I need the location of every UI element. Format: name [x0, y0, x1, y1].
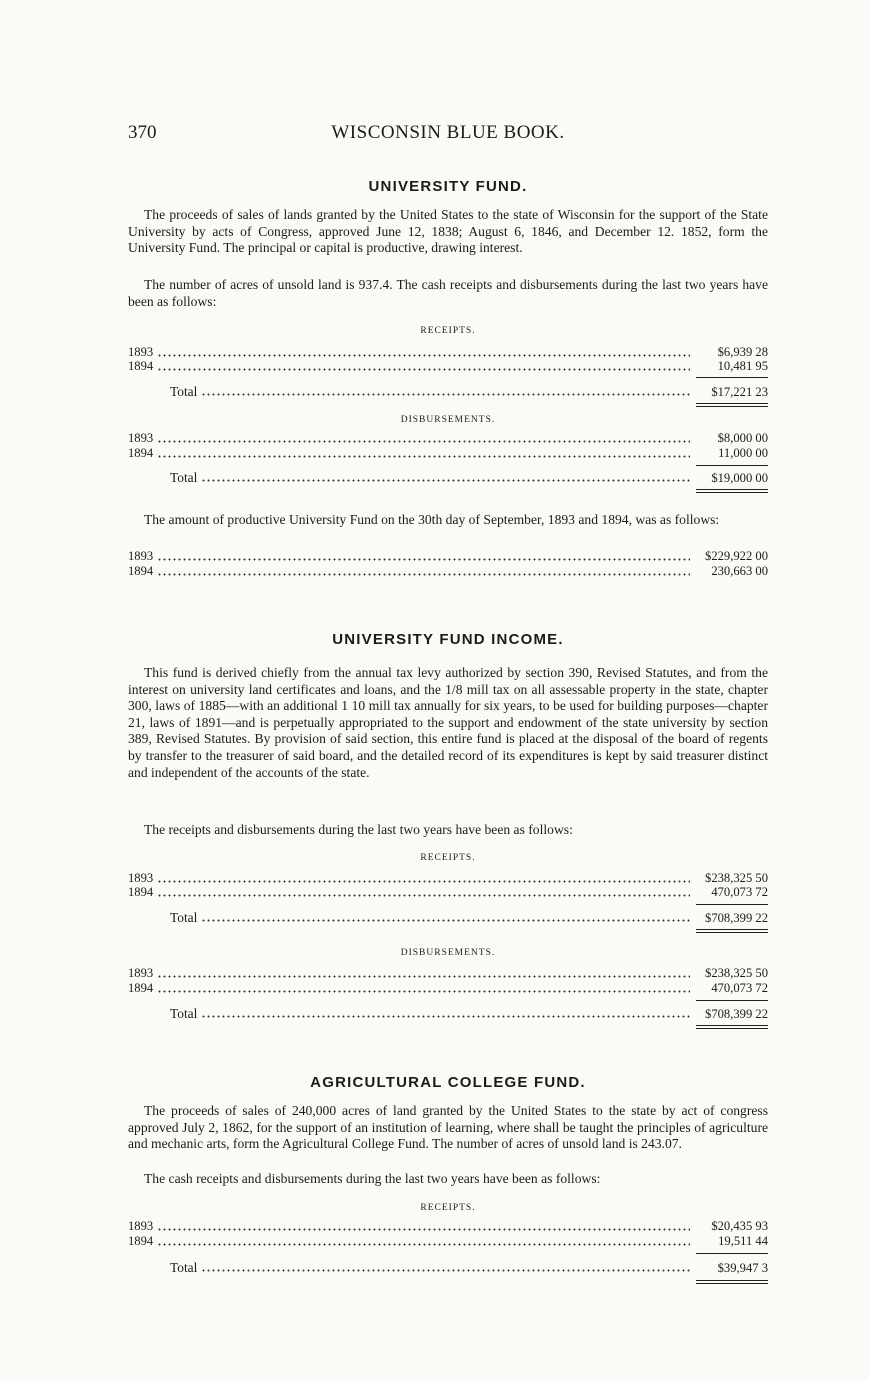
university-fund-para3: The amount of productive University Fund on the 30th day of September, 1893 and 1894, was as follows:	[144, 512, 720, 527]
double-rule	[696, 403, 768, 404]
rule	[696, 465, 768, 466]
acf-para2: The cash receipts and disbursements during the last two years have been as follows:	[144, 1171, 601, 1186]
double-rule	[696, 489, 768, 490]
uf-disbursement-row-1894: 1894 11,000 00	[128, 446, 768, 460]
acf-para1: The proceeds of sales of 240,000 acres of land granted by the United States to the state by act of congress approved July 2, 1862, for the support of an institution of learning, where shall be taught the principles of agriculture and mechanic arts, form the Agricultural College Fund. The number of acres of unsold land is 243.07.	[128, 1103, 768, 1152]
uf-disbursement-row-1893: 1893 $8,000 00	[128, 431, 768, 445]
uf-receipt-row-1893: 1893 $6,939 28	[128, 345, 768, 359]
ufi-para2: The receipts and disbursements during the last two years have been as follows:	[144, 822, 573, 837]
uf-productive-row-1894: 1894 230,663 00	[128, 564, 768, 578]
book-title: WISCONSIN BLUE BOOK.	[331, 122, 565, 143]
double-rule	[696, 1280, 768, 1281]
uf-productive-row-1893: 1893 $229,922 00	[128, 549, 768, 563]
rule	[696, 377, 768, 378]
agricultural-college-fund-title: AGRICULTURAL COLLEGE FUND.	[310, 1074, 586, 1091]
ufi-receipts-total-row: Total $708,399 22	[170, 910, 768, 925]
double-rule	[696, 406, 768, 407]
rule	[696, 1253, 768, 1254]
ufi-disbursement-row-1894: 1894 470,073 72	[128, 981, 768, 995]
running-head	[128, 122, 768, 148]
ufi-receipt-row-1894: 1894 470,073 72	[128, 885, 768, 899]
double-rule	[696, 929, 768, 930]
university-fund-income-title: UNIVERSITY FUND INCOME.	[332, 631, 564, 648]
uf-disbursements-heading: DISBURSEMENTS.	[400, 415, 496, 425]
double-rule	[696, 932, 768, 933]
uf-receipts-heading: RECEIPTS.	[420, 326, 476, 336]
university-fund-title: UNIVERSITY FUND.	[368, 178, 528, 195]
acf-receipt-row-1894: 1894 19,511 44	[128, 1234, 768, 1248]
double-rule	[696, 1283, 768, 1284]
double-rule	[696, 492, 768, 493]
university-fund-para1: The proceeds of sales of lands granted by the United States to the state of Wisconsin for the support of the State University by acts of Congress, approved June 12, 1838; August 6, 1846, and December 12. 1852, form the University Fund. The principal or capital is productive, drawing interest.	[128, 207, 768, 256]
page-number: 370	[128, 122, 157, 143]
acf-receipts-total-row: Total $39,947 3	[170, 1260, 768, 1275]
uf-receipts-total-row: Total $17,221 23	[170, 384, 768, 399]
uf-disbursements-total-row: Total $19,000 00	[170, 470, 768, 485]
university-fund-para2: The number of acres of unsold land is 937.4. The cash receipts and disbursements during the last two years have been as follows:	[128, 277, 768, 309]
ufi-receipt-row-1893: 1893 $238,325 50	[128, 871, 768, 885]
uf-receipt-row-1894: 1894 10,481 95	[128, 359, 768, 373]
acf-receipt-row-1893: 1893 $20,435 93	[128, 1219, 768, 1233]
double-rule	[696, 1028, 768, 1029]
ufi-disbursement-row-1893: 1893 $238,325 50	[128, 966, 768, 980]
ufi-disbursements-heading: DISBURSEMENTS.	[400, 948, 496, 958]
rule	[696, 1000, 768, 1001]
ufi-para1: This fund is derived chiefly from the annual tax levy authorized by section 390, Revised Statutes, and from the interest on university land certificates and loans, and the 1/8 mill tax on all assessable property in the state, chapter 300, laws of 1885—with an additional 1 10 mill tax annually for six years, to be used for building purposes—chapter 21, laws of 1891—and is perpetually appropriated to the support and endowment of the state university by section 389, Revised Statutes. By provision of said section, this entire fund is placed at the disposal of the board of regents by transfer to the treasurer of said board, and the detailed record of its expenditures is kept by said treasurer distinct and independent of the accounts of the state.	[128, 665, 768, 780]
rule	[696, 904, 768, 905]
acf-receipts-heading: RECEIPTS.	[420, 1203, 476, 1213]
double-rule	[696, 1025, 768, 1026]
ufi-receipts-heading: RECEIPTS.	[420, 853, 476, 863]
ufi-disbursements-total-row: Total $708,399 22	[170, 1006, 768, 1021]
